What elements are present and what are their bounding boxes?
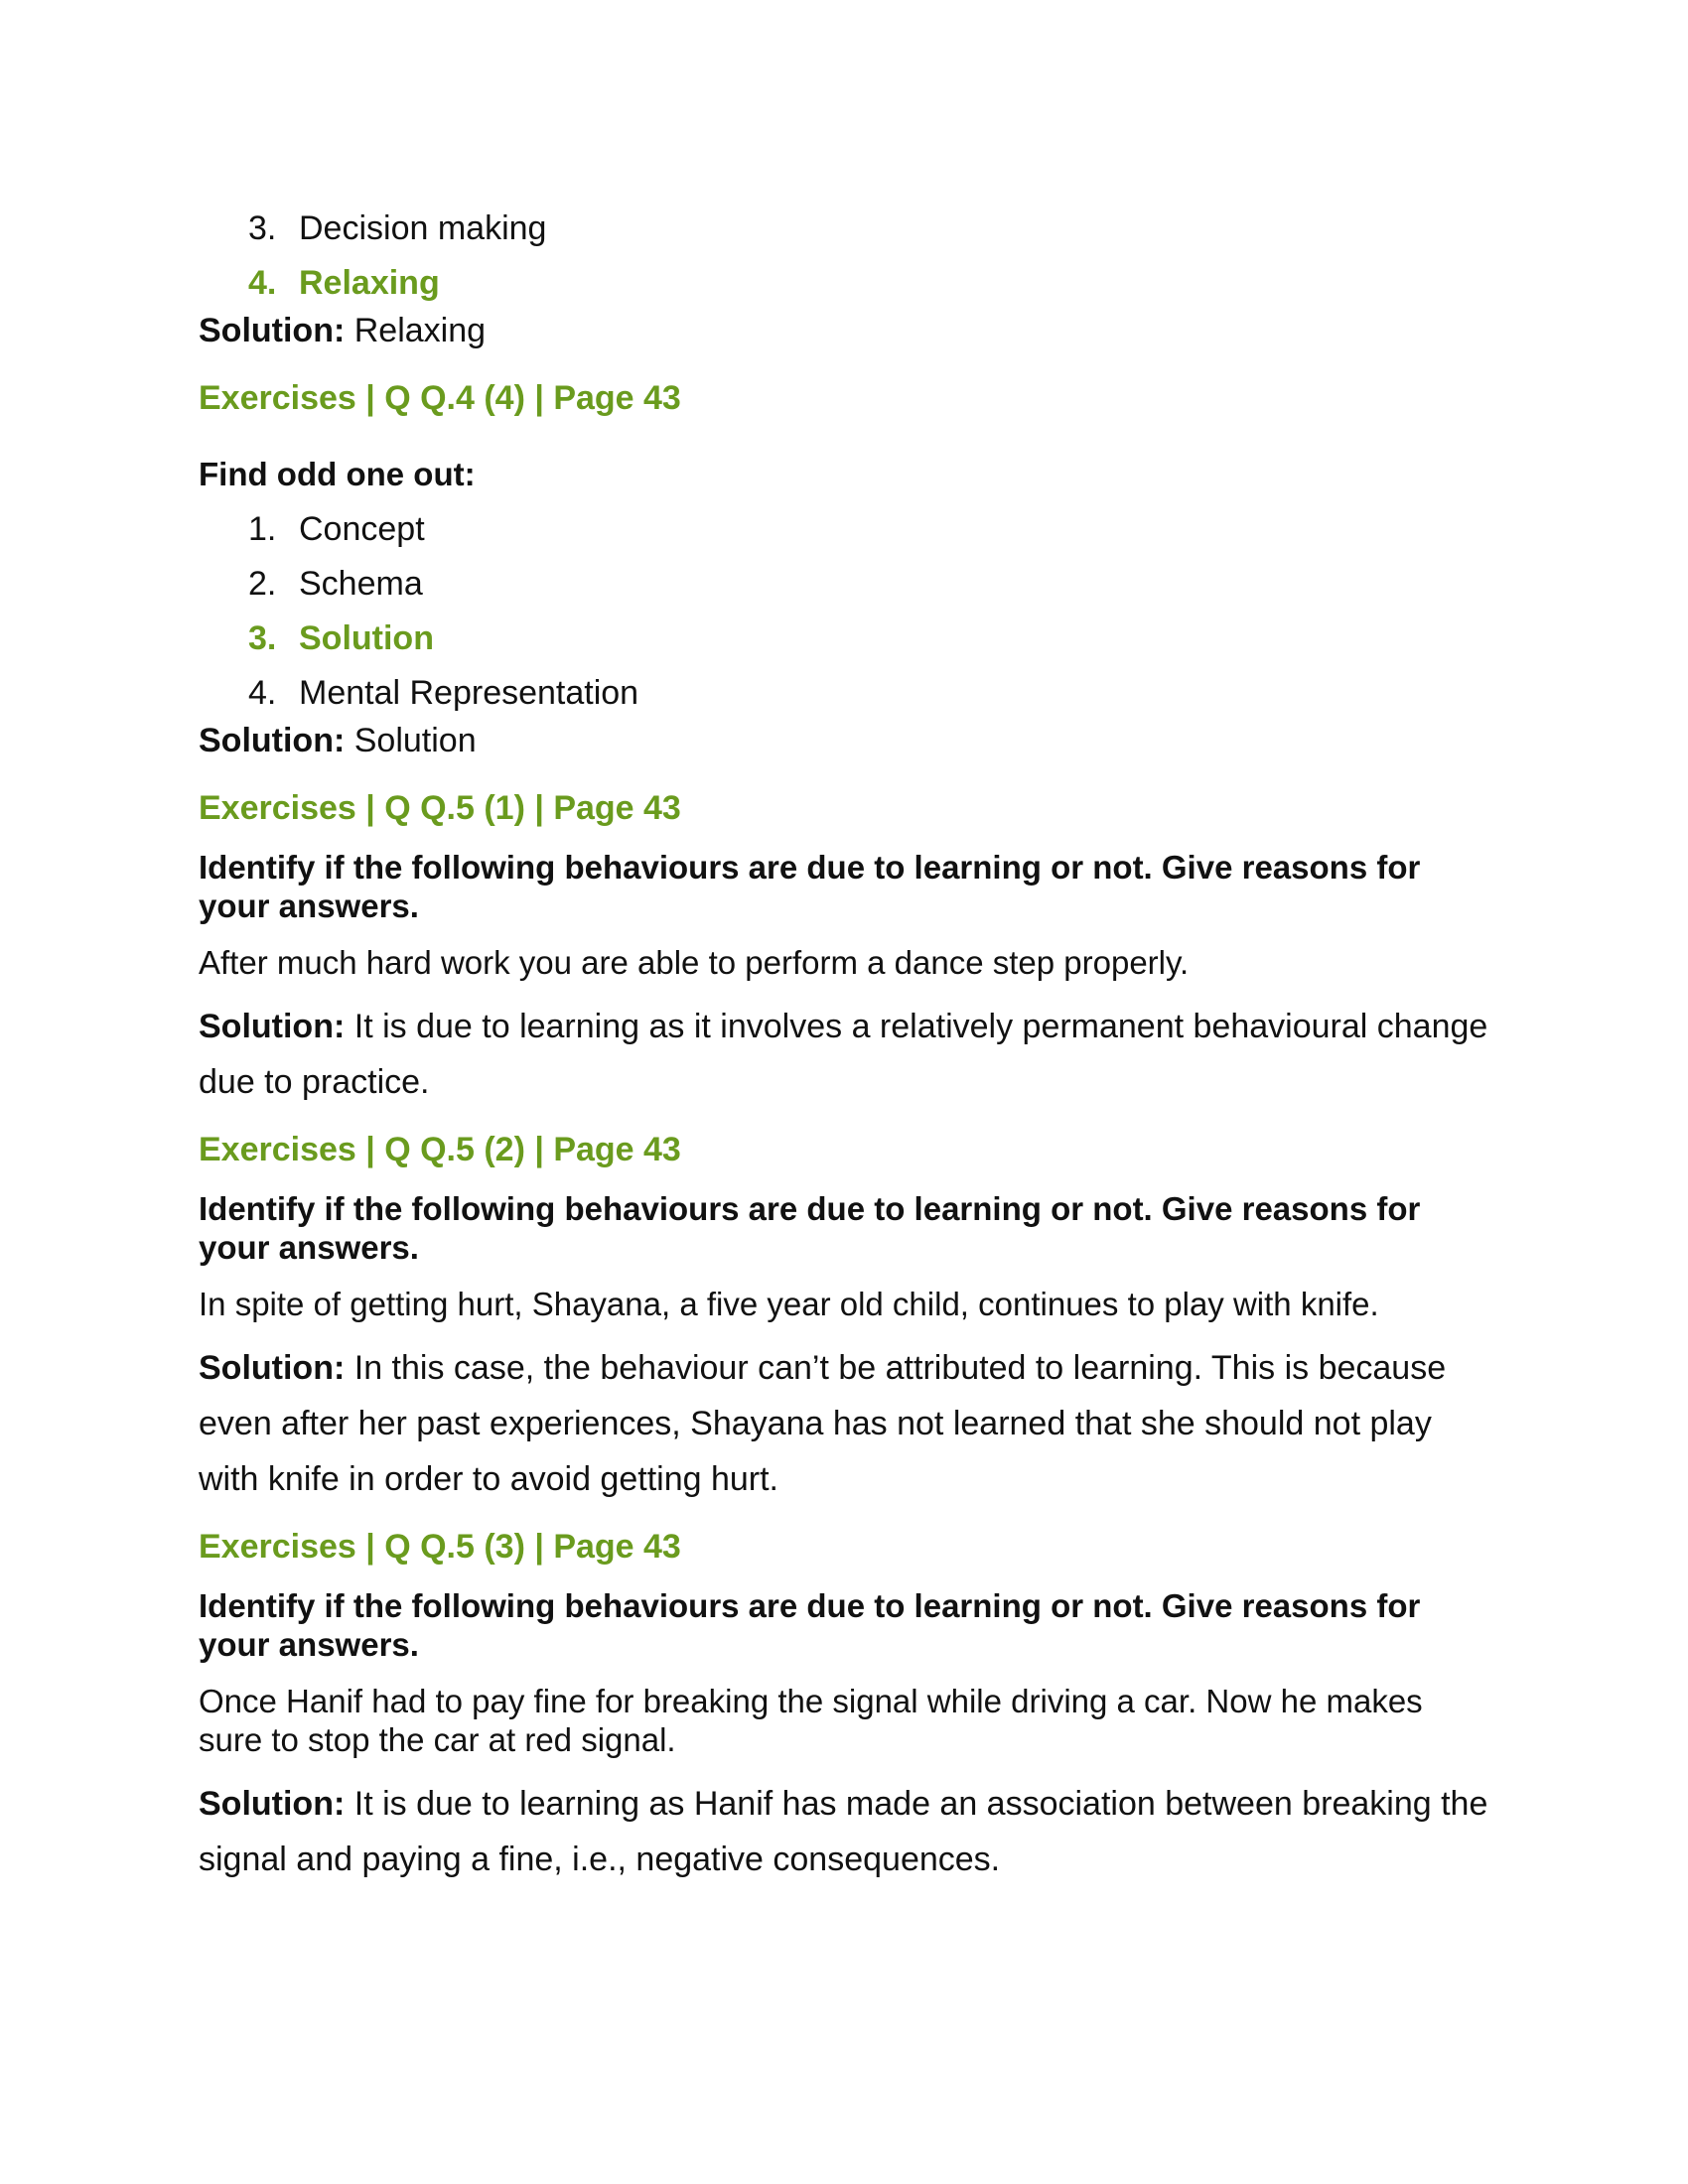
option-list [199,208,1489,303]
exercise-heading: Exercises | Q Q.5 (1) | Page 43 [199,789,681,827]
question-title: Identify if the following behaviours are due to learning or not. Give reasons for your answers. [199,1190,1421,1266]
solution-text: Relaxing [353,312,487,349]
exercise-heading: Exercises | Q Q.5 (3) | Page 43 [199,1528,681,1566]
question-statement: In spite of getting hurt, Shayana, a five year old child, continues to play with knife. [199,1286,1379,1322]
solution-text: Solution [353,722,477,759]
option-item-correct [199,618,1489,658]
solution-text: It is due to learning as it involves a relatively permanent behavioural change due to practice. [199,1008,1488,1101]
option-item [199,208,1489,248]
option-text: Decision making [299,209,547,247]
option-text: Relaxing [299,264,440,302]
option-text: Schema [299,565,423,603]
option-number: 1. [248,510,277,548]
option-number: 3. [248,209,277,247]
solution-label: Solution: [199,1785,346,1823]
option-list [199,509,1489,713]
solution [199,303,1489,358]
exercise-heading: Exercises | Q Q.5 (2) | Page 43 [199,1131,681,1168]
solution [199,713,1489,768]
option-number: 3. [248,619,277,657]
solution-label: Solution: [199,1008,346,1045]
question-title: Identify if the following behaviours are due to learning or not. Give reasons for your answers. [199,1587,1421,1663]
option-number: 4. [248,264,277,302]
solution [199,1776,1489,1887]
option-item-correct [199,263,1489,303]
solution-label: Solution: [199,312,346,349]
question-prompt: Find odd one out: [199,456,476,492]
solution-label: Solution: [199,722,346,759]
question-statement: After much hard work you are able to perform a dance step properly. [199,944,1190,981]
option-item [199,564,1489,604]
solution-text: In this case, the behaviour can’t be attributed to learning. This is because even after her past experiences, Shayana has not learned that she should not play with knife in order to avoid getting hurt. [199,1349,1447,1498]
option-text: Concept [299,510,425,548]
option-text: Solution [299,619,434,657]
option-number: 2. [248,565,277,603]
solution [199,1340,1489,1507]
option-number: 4. [248,674,277,712]
question-title: Identify if the following behaviours are due to learning or not. Give reasons for your answers. [199,849,1421,924]
exercise-heading: Exercises | Q Q.4 (4) | Page 43 [199,379,681,417]
question-statement: Once Hanif had to pay fine for breaking the signal while driving a car. Now he makes sure to stop the car at red signal. [199,1683,1423,1758]
solution-label: Solution: [199,1349,346,1387]
option-item [199,673,1489,713]
solution [199,999,1489,1110]
option-item [199,509,1489,549]
page-content [199,208,1489,1887]
solution-text: It is due to learning as Hanif has made an association between breaking the signal and paying a fine, i.e., negative consequences. [199,1785,1488,1878]
option-text: Mental Representation [299,674,639,712]
